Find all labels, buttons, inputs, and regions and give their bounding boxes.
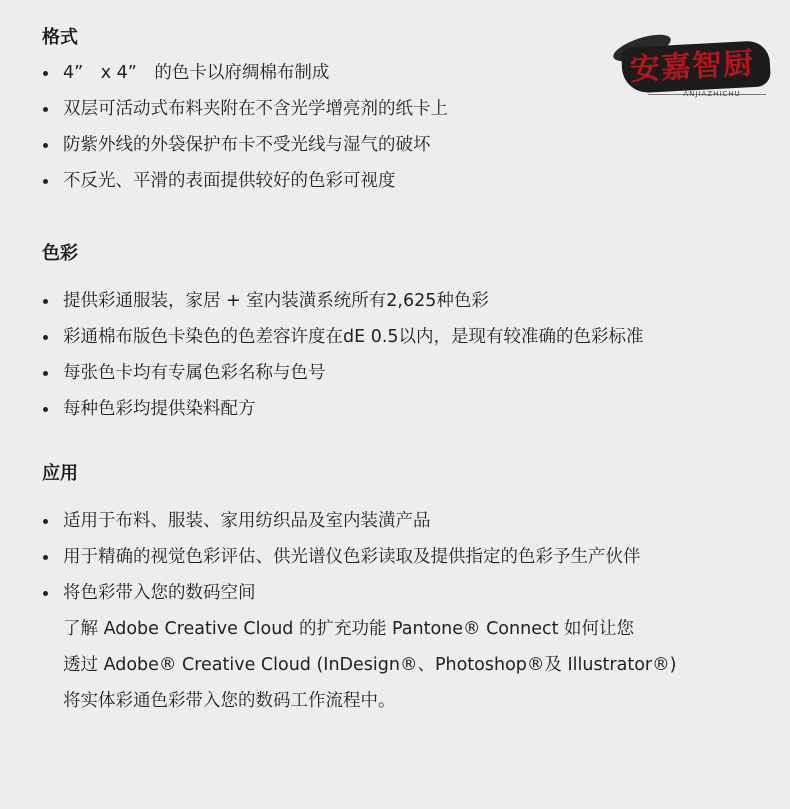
list-item: 4” x 4” 的色卡以府绸棉布制成 — [42, 55, 448, 91]
brand-logo — [608, 10, 768, 106]
list-item: 提供彩通服装，家居 + 室内装潢系统所有2,625种色彩 — [42, 283, 644, 319]
application-list — [42, 503, 641, 611]
list-item: 彩通棉布版色卡染色的色差容许度在dE 0.5以内，是现有较准确的色彩标准 — [42, 319, 644, 355]
section-title-application: 应用 — [42, 463, 78, 484]
section-title-format: 格式 — [42, 27, 78, 48]
list-item: 双层可活动式布料夹附在不含光学增亮剂的纸卡上 — [42, 91, 448, 127]
list-item: 适用于布料、服装、家用纺织品及室内装潢产品 — [42, 503, 641, 539]
section-title-color: 色彩 — [42, 243, 78, 264]
list-item: 不反光、平滑的表面提供较好的色彩可视度 — [42, 163, 448, 199]
logo-text: 安嘉智厨 — [629, 46, 755, 88]
list-item: 每种色彩均提供染料配方 — [42, 391, 644, 427]
continuation-line: 了解 Adobe Creative Cloud 的扩充功能 Pantone® Connect 如何让您 — [63, 619, 635, 639]
list-item: 用于精确的视觉色彩评估、供光谱仪色彩读取及提供指定的色彩予生产伙伴 — [42, 539, 641, 575]
logo-subtext: ANJIAZHICHU — [683, 90, 741, 98]
continuation-line: 透过 Adobe® Creative Cloud (InDesign®、Photoshop®及 Illustrator®) — [63, 655, 677, 675]
list-item: 将色彩带入您的数码空间 — [42, 575, 641, 611]
list-item: 每张色卡均有专属色彩名称与色号 — [42, 355, 644, 391]
continuation-line: 将实体彩通色彩带入您的数码工作流程中。 — [63, 691, 396, 711]
color-list — [42, 283, 644, 427]
list-item: 防紫外线的外袋保护布卡不受光线与湿气的破坏 — [42, 127, 448, 163]
format-list — [42, 55, 448, 199]
